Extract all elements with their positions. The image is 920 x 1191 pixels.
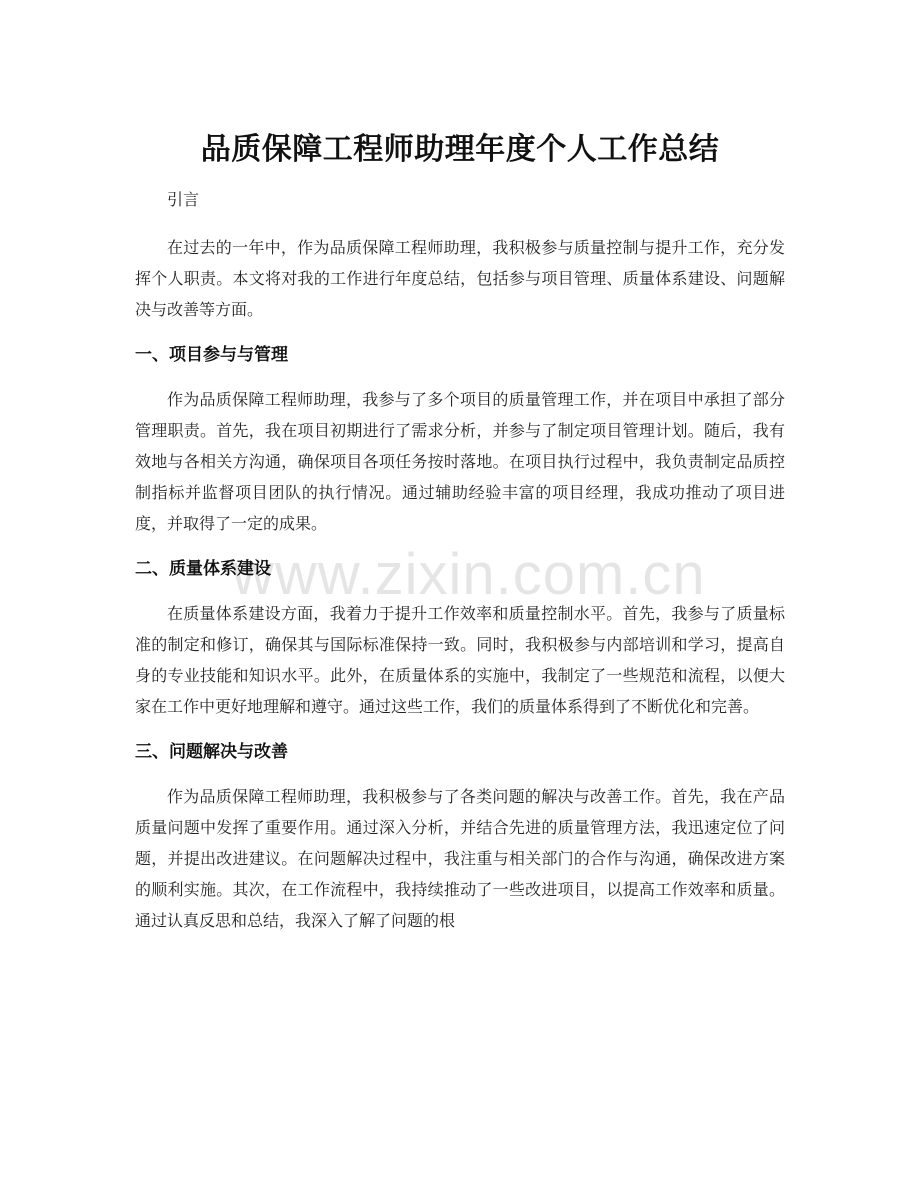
document-title: 品质保障工程师助理年度个人工作总结 <box>200 132 720 168</box>
section-quality-system <box>135 554 785 722</box>
section-project-management <box>135 340 785 539</box>
document-body <box>135 186 785 951</box>
section-paragraph: 作为品质保障工程师助理，我参与了多个项目的质量管理工作，并在项目中承担了部分管理职责。首先，我在项目初期进行了需求分析，并参与了制定项目管理计划。随后，我有效地与各相关方沟通，确保项目各项任务按时落地。在项目执行过程中，我负责制定品质控制指标并监督项目团队的执行情况。通过辅助经验丰富的项目经理，我成功推动了项目进度，并取得了一定的成果。 <box>135 390 785 533</box>
section-heading: 二、质量体系建设 <box>135 559 271 579</box>
intro-paragraph: 在过去的一年中，作为品质保障工程师助理，我积极参与质量控制与提升工作，充分发挥个人职责。本文将对我的工作进行年度总结，包括参与项目管理、质量体系建设、问题解决与改善等方面。 <box>135 238 785 319</box>
section-heading: 三、问题解决与改善 <box>135 742 288 762</box>
watermark: www.zixin.com.cn <box>232 542 706 607</box>
intro-label: 引言 <box>167 190 200 209</box>
section-paragraph: 在质量体系建设方面，我着力于提升工作效率和质量控制水平。首先，我参与了质量标准的制定和修订，确保其与国际标准保持一致。同时，我积极参与内部培训和学习，提高自身的专业技能和知识水平。此外，在质量体系的实施中，我制定了一些规范和流程，以便大家在工作中更好地理解和遵守。通过这些工作，我们的质量体系得到了不断优化和完善。 <box>135 604 785 716</box>
section-heading: 一、项目参与与管理 <box>135 345 288 365</box>
section-paragraph: 作为品质保障工程师助理，我积极参与了各类问题的解决与改善工作。首先，我在产品质量问题中发挥了重要作用。通过深入分析，并结合先进的质量管理方法，我迅速定位了问题，并提出改进建议。在问题解决过程中，我注重与相关部门的合作与沟通，确保改进方案的顺利实施。其次，在工作流程中，我持续推动了一些改进项目，以提高工作效率和质量。通过认真反思和总结，我深入了解了问题的根 <box>135 787 785 930</box>
section-problem-solving <box>135 737 785 936</box>
